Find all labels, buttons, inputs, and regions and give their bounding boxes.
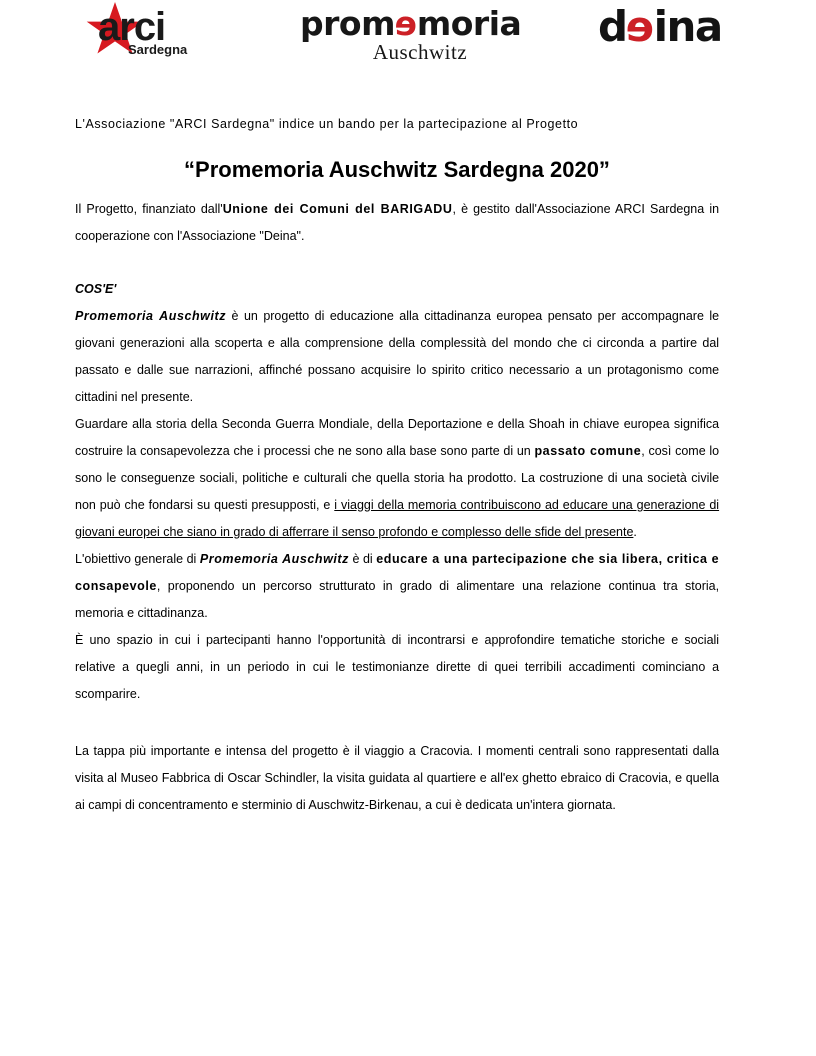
paragraph-cracovia-trip: La tappa più importante e intensa del progetto è il viaggio a Cracovia. I momenti centrali sono rappresentati dalla visita al Museo Fabbrica di Oscar Schindler, la visita guidata al quartiere e all'ex ghetto ebraico di Cracovia, e quella ai campi di concentramento e sterminio di Auschwitz-Birkenau, a cui è dedicata un'intera giornata. (75, 743, 720, 812)
promemoria-auschwitz-logo (300, 4, 522, 68)
arci-logo (80, 2, 210, 64)
project-name-emphasis: Promemoria Auschwitz (199, 551, 349, 566)
spacer (75, 707, 719, 737)
spacer (75, 137, 719, 155)
deina-wordmark (598, 4, 728, 50)
page-title: “Promemoria Auschwitz Sardegna 2020” (184, 157, 610, 182)
paragraph-what-is-it-text: è un progetto di educazione alla cittadinanza europea pensato per accompagnare le giovani generazioni alla scoperta e alla comprensione della complessità del mondo che ci circonda a partire dal passato e dalle sue narrazioni, affinché possano acquisire lo spirito critico necessario a un protagonismo come cittadini nel presente. (75, 308, 720, 404)
funding-text-after: , è gestito dall'Associazione ARCI Sardegna in cooperazione con l'Associazione "Deina". (75, 201, 720, 243)
promemoria-subtitle: Auschwitz (372, 40, 468, 64)
paragraph-objective-part2: è di (348, 551, 377, 566)
funding-paragraph (75, 195, 719, 249)
funding-text-before: Il Progetto, finanziato dall' (75, 201, 223, 216)
deina-logo (598, 4, 728, 60)
emphasis-educare-partecipazione: educare a una partecipazione che sia libera, critica e consapevole (75, 551, 720, 593)
emphasis-passato-comune: passato comune (534, 443, 642, 458)
intro-line: L'Associazione "ARCI Sardegna" indice un bando per la partecipazione al Progetto (75, 116, 579, 131)
document-body (75, 110, 719, 818)
paragraph-history (75, 410, 719, 545)
promemoria-word-part1: prom (300, 4, 395, 43)
deina-word-part2: ina (653, 2, 722, 51)
spacer (75, 185, 719, 195)
funding-organisation: Unione dei Comuni del BARIGADU (222, 201, 453, 216)
paragraph-history-part3: . (633, 524, 637, 539)
arci-logo-wordmark: arci (98, 5, 166, 49)
paragraph-history-part1: Guardare alla storia della Seconda Guerra Mondiale, della Deportazione e della Shoah in chiave europea significa costruire la consapevolezza che i processi che ne sono alla base sono parte di un (75, 416, 720, 458)
deina-word-part1: d (598, 2, 627, 51)
logo-header-band (0, 0, 816, 92)
reversed-e-glyph: e (626, 2, 654, 51)
project-name-emphasis: Promemoria Auschwitz (75, 308, 227, 323)
paragraph-space: È uno spazio in cui i partecipanti hanno l'opportunità di incontrarsi e approfondire tematiche storiche e sociali relative a quegli anni, in un periodo in cui le testimonianze dirette di quei terribili accadimenti cominciano a scomparire. (75, 632, 720, 701)
promemoria-word-part2: moria (416, 4, 522, 43)
section-heading-cose (75, 275, 719, 302)
paragraph-what-is-it (75, 302, 719, 410)
underlined-statement: i viaggi della memoria contribuiscono ad educare una generazione di giovani europei che siano in grado di afferrare il senso profondo e complesso delle sfide del presente (75, 497, 720, 539)
promemoria-wordmark (300, 4, 522, 43)
paragraph-objective-part1: L'obiettivo generale di (75, 551, 200, 566)
reversed-e-glyph: e (394, 4, 417, 43)
paragraph-objective (75, 545, 719, 626)
arci-logo-subtitle: Sardegna (128, 42, 188, 57)
spacer (75, 249, 719, 275)
paragraph-objective-part3: , proponendo un percorso strutturato in grado di alimentare una relazione continua tra storia, memoria e cittadinanza. (75, 578, 720, 620)
paragraph-history-part2: , così come lo sono le conseguenze sociali, politiche e culturali che quella storia ha prodotto. La costruzione di una società civile non può che fondarsi su questi presupposti, e (75, 443, 720, 512)
section-heading-label: COS'E' (75, 281, 117, 296)
